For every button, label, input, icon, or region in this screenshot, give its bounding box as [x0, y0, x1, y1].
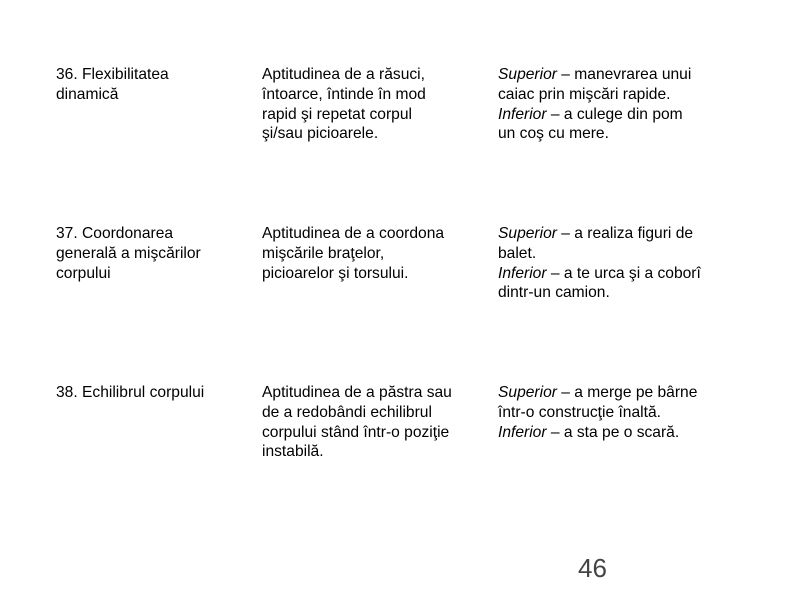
example-line: un coş cu mere.: [498, 125, 609, 143]
definition-line: corpului stând într-o poziţie: [262, 423, 450, 441]
example-line: [498, 383, 748, 403]
example-line: [498, 224, 748, 244]
definition-line: Aptitudinea de a păstra sau: [262, 384, 452, 401]
inferior-text: – a culege din pom: [546, 105, 683, 123]
table-row: [42, 376, 751, 535]
superior-text: – manevrarea unui: [556, 66, 692, 83]
superior-text: – a realiza figuri de: [556, 225, 694, 242]
aptitude-name-cell: [56, 65, 242, 105]
aptitude-examples-cell: [498, 224, 748, 303]
inferior-text: – a te urca şi a coborî: [546, 264, 701, 282]
example-line: dintr-un camion.: [498, 284, 610, 302]
superior-label: Superior: [498, 384, 557, 401]
table-row: [42, 59, 751, 217]
definition-line: Aptitudinea de a răsuci,: [262, 66, 425, 83]
example-line: [498, 105, 748, 125]
aptitude-definition-cell: [262, 383, 484, 462]
superior-text: – a merge pe bârne: [556, 384, 698, 401]
aptitude-name-line: 38. Echilibrul corpului: [56, 384, 205, 401]
definition-line: picioarelor şi torsului.: [262, 264, 409, 282]
definition-line: şi/sau picioarele.: [262, 125, 379, 143]
definition-line: întoarce, întinde în mod: [262, 85, 426, 103]
aptitude-definition-cell: [262, 65, 484, 144]
superior-label: Superior: [498, 66, 557, 83]
table-row: [42, 217, 751, 376]
aptitude-examples-cell: [498, 383, 748, 442]
superior-label: Superior: [498, 225, 557, 242]
aptitude-name-line: dinamică: [56, 85, 119, 103]
definition-line: de a redobândi echilibrul: [262, 403, 432, 421]
definition-line: mişcările braţelor,: [262, 244, 385, 262]
aptitude-name-line: 36. Flexibilitatea: [56, 66, 169, 83]
inferior-label: Inferior: [498, 105, 547, 123]
definition-line: instabilă.: [262, 443, 324, 461]
example-line: într-o construcţie înaltă.: [498, 403, 661, 421]
example-line: balet.: [498, 244, 537, 262]
aptitude-examples-cell: [498, 65, 748, 144]
aptitude-definition-cell: [262, 224, 484, 283]
page-number: 46: [578, 553, 607, 583]
example-line: [498, 65, 748, 85]
definition-line: Aptitudinea de a coordona: [262, 225, 445, 242]
aptitude-name-cell: [56, 383, 242, 403]
aptitude-name-line: generală a mişcărilor: [56, 244, 201, 262]
aptitudes-table: [41, 58, 752, 536]
example-line: [498, 264, 748, 284]
definition-line: rapid şi repetat corpul: [262, 105, 412, 123]
inferior-label: Inferior: [498, 423, 547, 441]
example-line: [498, 423, 748, 443]
example-line: caiac prin mişcări rapide.: [498, 85, 671, 103]
aptitude-name-line: corpului: [56, 264, 111, 282]
aptitude-name-cell: [56, 224, 242, 283]
inferior-text: – a sta pe o scară.: [546, 423, 680, 441]
inferior-label: Inferior: [498, 264, 547, 282]
aptitude-name-line: 37. Coordonarea: [56, 225, 174, 242]
